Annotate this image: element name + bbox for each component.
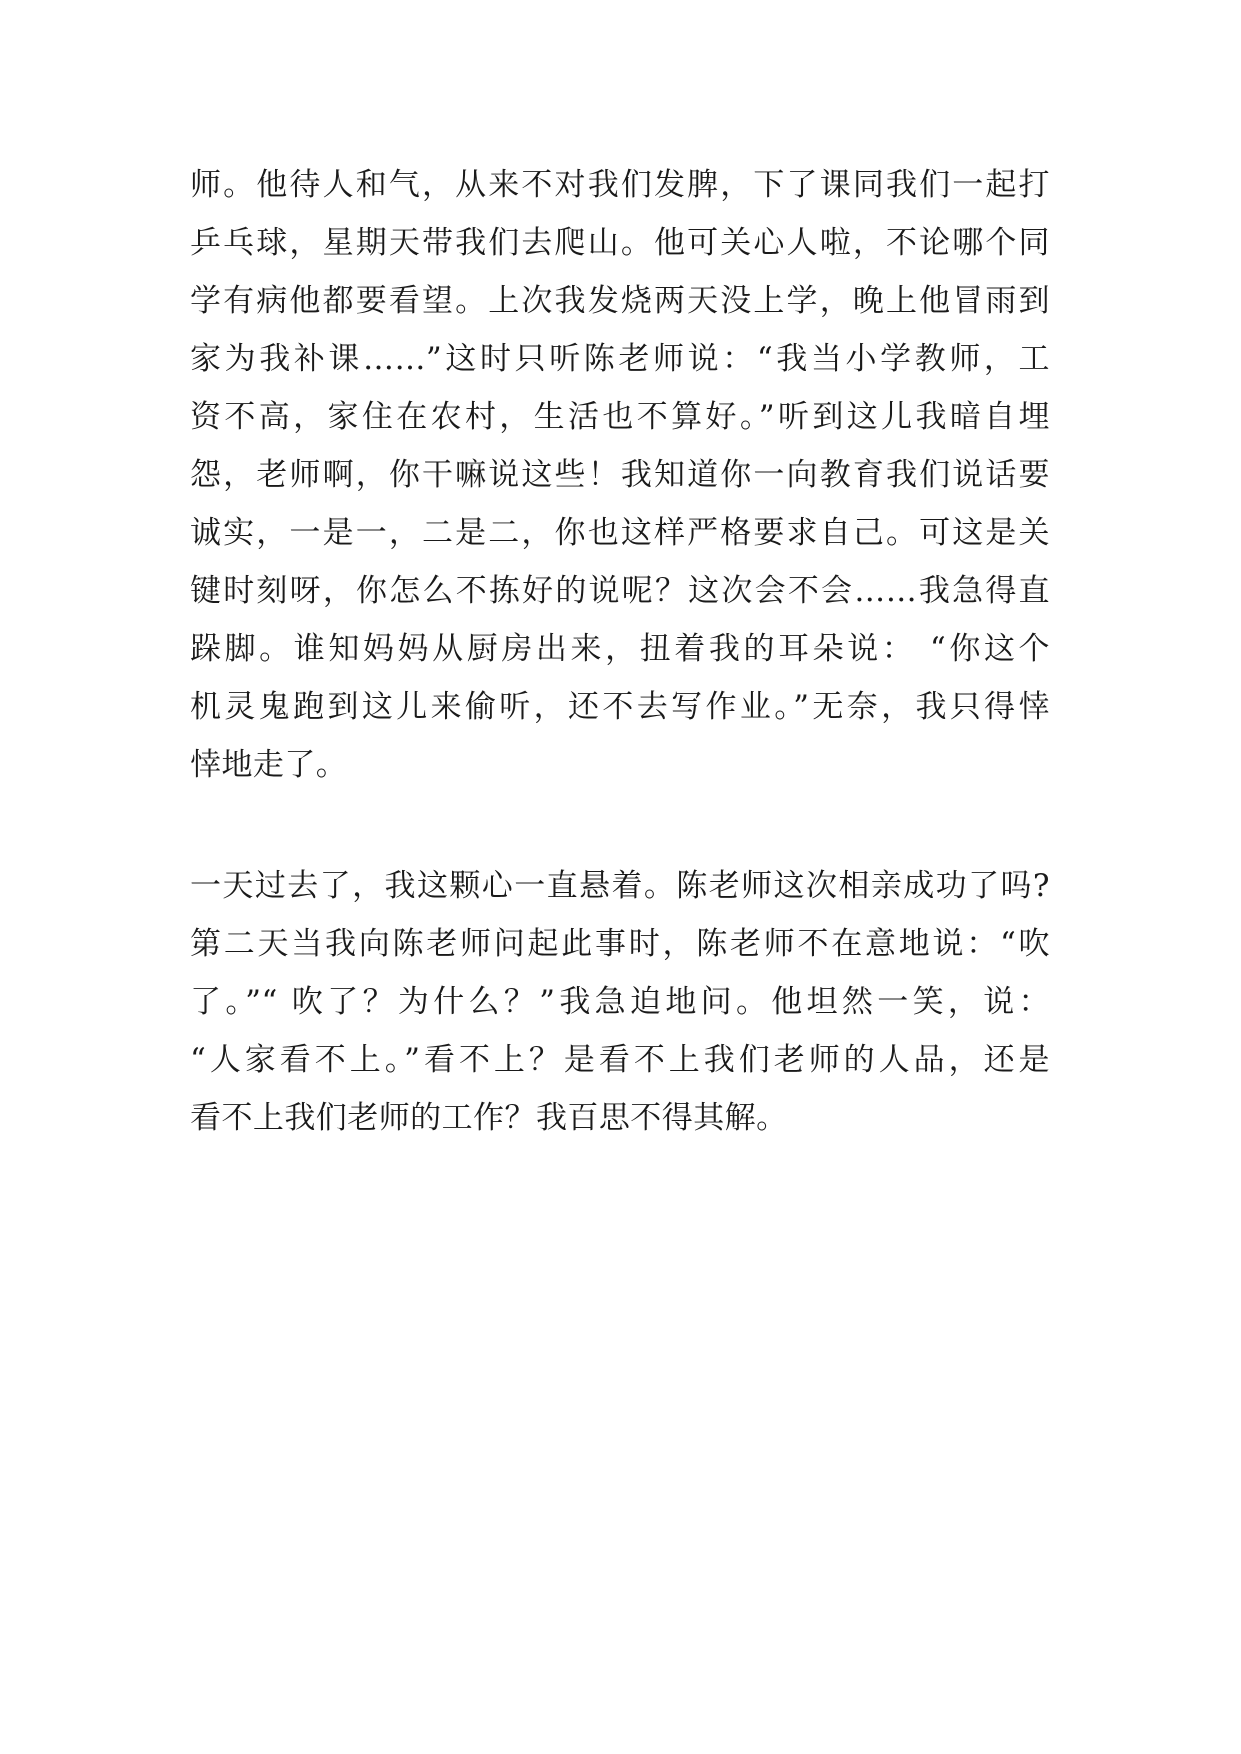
paragraph-line: 跺脚。谁知妈妈从厨房出来，扭着我的耳朵说： “你这个 <box>190 631 1050 667</box>
paragraph-line: 看不上我们老师的工作？我百思不得其解。 <box>190 1100 788 1136</box>
paragraph-line: 家为我补课……”这时只听陈老师说：“我当小学教师，工 <box>190 341 1050 377</box>
paragraph-line: 第二天当我向陈老师问起此事时，陈老师不在意地说：“吹 <box>190 926 1050 962</box>
paragraph-line: 键时刻呀，你怎么不拣好的说呢？这次会不会……我急得直 <box>190 573 1050 609</box>
paragraph-line: 一天过去了，我这颗心一直悬着。陈老师这次相亲成功了吗? <box>190 868 1050 904</box>
paragraph-line: 师。他待人和气，从来不对我们发脾，下了课同我们一起打 <box>190 167 1050 203</box>
paragraph-line: 诚实，一是一，二是二，你也这样严格要求自己。可这是关 <box>190 515 1050 551</box>
paragraph-line: 资不高，家住在农村，生活也不算好。”听到这儿我暗自埋 <box>190 399 1050 435</box>
paragraph-2 <box>190 857 1050 1147</box>
paragraph-line: 乒乓球，星期天带我们去爬山。他可关心人啦，不论哪个同 <box>190 225 1050 261</box>
paragraph-line: 机灵鬼跑到这儿来偷听，还不去写作业。”无奈，我只得悻 <box>190 689 1050 725</box>
paragraph-line: “人家看不上。”看不上？是看不上我们老师的人品，还是 <box>190 1042 1050 1078</box>
paragraph-1 <box>190 156 1050 794</box>
paragraph-line: 学有病他都要看望。上次我发烧两天没上学，晚上他冒雨到 <box>190 283 1050 319</box>
paragraph-line: 悻地走了。 <box>190 747 348 783</box>
paragraph-line: 怨，老师啊，你干嘛说这些！我知道你一向教育我们说话要 <box>190 457 1050 493</box>
paragraph-line: 了。”“ 吹了？为什么？”我急迫地问。他坦然一笑，说： <box>190 984 1050 1020</box>
